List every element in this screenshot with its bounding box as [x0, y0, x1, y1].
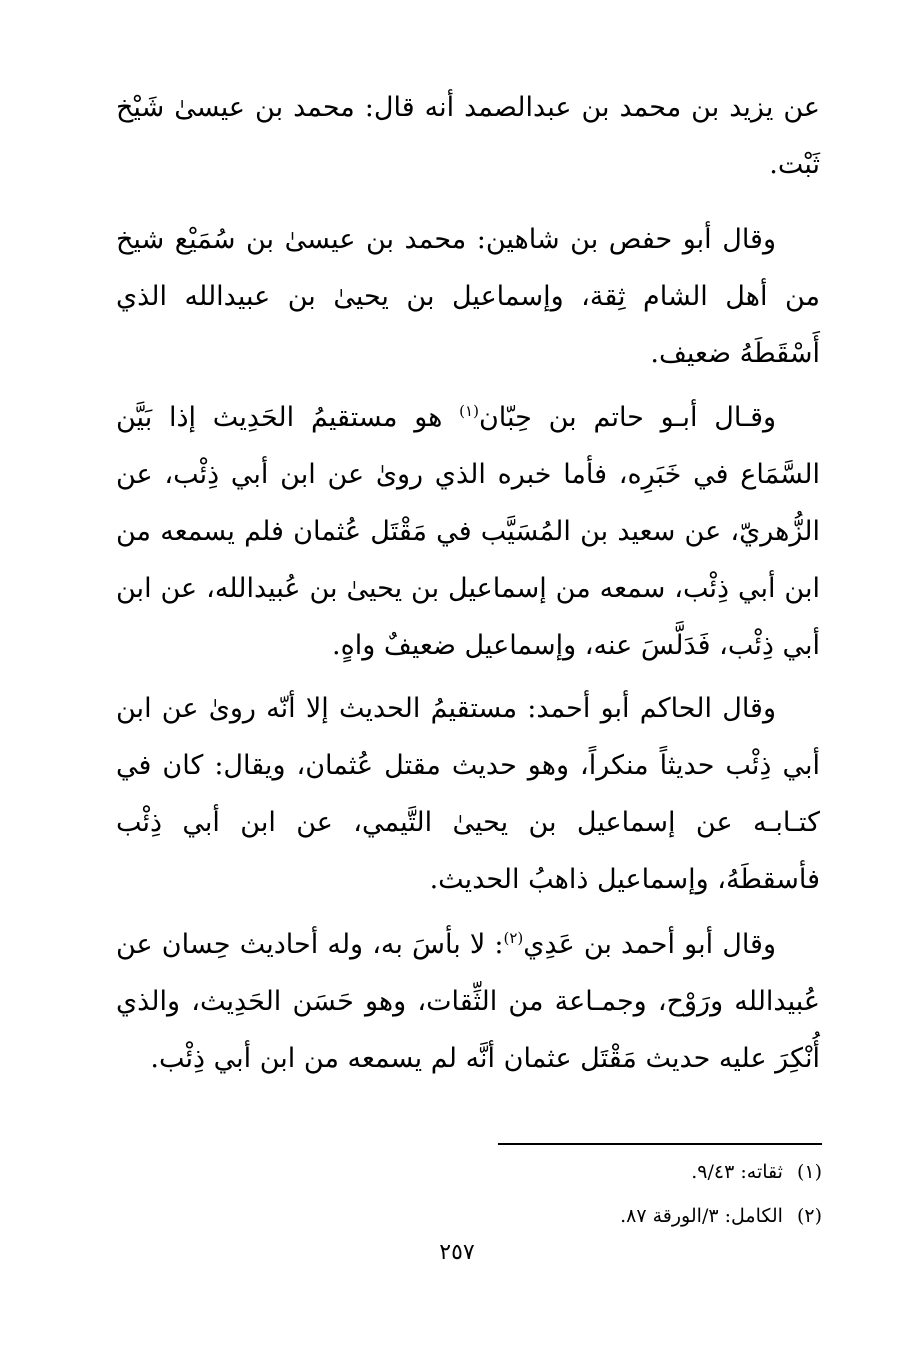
- footnote-1: [480, 1150, 822, 1194]
- footnote-1-text: ثقاته: ٩/٤٣.: [691, 1161, 783, 1183]
- paragraph-3-text-start: وقـال أبـو حاتم بن حِبّان: [478, 402, 777, 433]
- footnote-2-number: (٢): [796, 1205, 822, 1227]
- paragraph-1: [116, 79, 820, 193]
- main-text: [116, 79, 820, 1087]
- paragraph-2-text: وقال أبو حفص بن شاهين: محمد بن عيسىٰ بن سُمَيْع شيخ من أهل الشام ثِقة، وإسماعيل بن يحيىٰ بن عبيدالله الذي أَسْقَطَهُ ضعيف.: [116, 224, 820, 369]
- footnote-reference-1: (١): [459, 402, 479, 420]
- paragraph-5: [116, 916, 820, 1087]
- footnote-1-number: (١): [796, 1161, 822, 1183]
- footnote-reference-2: (٢): [503, 929, 524, 947]
- paragraph-2: [116, 211, 820, 382]
- paragraph-4: [116, 680, 820, 908]
- paragraph-3-text-end: هو مستقيمُ الحَدِيث إذا بَيَّن السَّمَاع في خَبَرِه، فأما خبره الذي روىٰ عن ابن أبي ذِئْب، عن الزُّهريّ، عن سعيد بن المُسَيَّب في مَقْتَل عُثمان فلم يسمعه من ابن أبي ذِئْب، سمعه من إسماعيل بن يحيىٰ بن عُبيدالله، عن ابن أبي ذِئْب، فَدَلَّسَ عنه، وإسماعيل ضعيفٌ واهٍ.: [116, 402, 820, 661]
- footnote-2-text: الكامل: ٣/الورقة ٨٧.: [620, 1205, 783, 1227]
- footnote-2: [480, 1194, 822, 1238]
- footnote-separator: [498, 1143, 822, 1145]
- paragraph-3: [116, 389, 820, 674]
- paragraph-5-text-start: وقال أبو أحمد بن عَدِي: [523, 929, 776, 960]
- paragraph-4-text: وقال الحاكم أبو أحمد: مستقيمُ الحديث إلا أنّه روىٰ عن ابن أبي ذِئْب حديثاً منكراً، وهو حديث مقتل عُثمان، ويقال: كان في كتـابـه عن إسماعيل بن يحيىٰ التَّيمي، عن ابن أبي ذِئْب فأسقطَهُ، وإسماعيل ذاهبُ الحديث.: [116, 693, 820, 895]
- page-number: ٢٥٧: [439, 1240, 475, 1265]
- paragraph-5-text-end: : لا بأسَ به، وله أحاديث حِسان عن عُبيدالله ورَوْح، وجمـاعة من الثِّقات، وهو حَسَن الحَدِيث، والذي أُنْكِرَ عليه حديث مَقْتَل عثمان أنَّه لم يسمعه من ابن أبي ذِئْب.: [116, 929, 820, 1074]
- footnotes: [480, 1150, 822, 1238]
- paragraph-1-text: عن يزيد بن محمد بن عبدالصمد أنه قال: محمد بن عيسىٰ شَيْخ ثَبْت.: [116, 92, 820, 180]
